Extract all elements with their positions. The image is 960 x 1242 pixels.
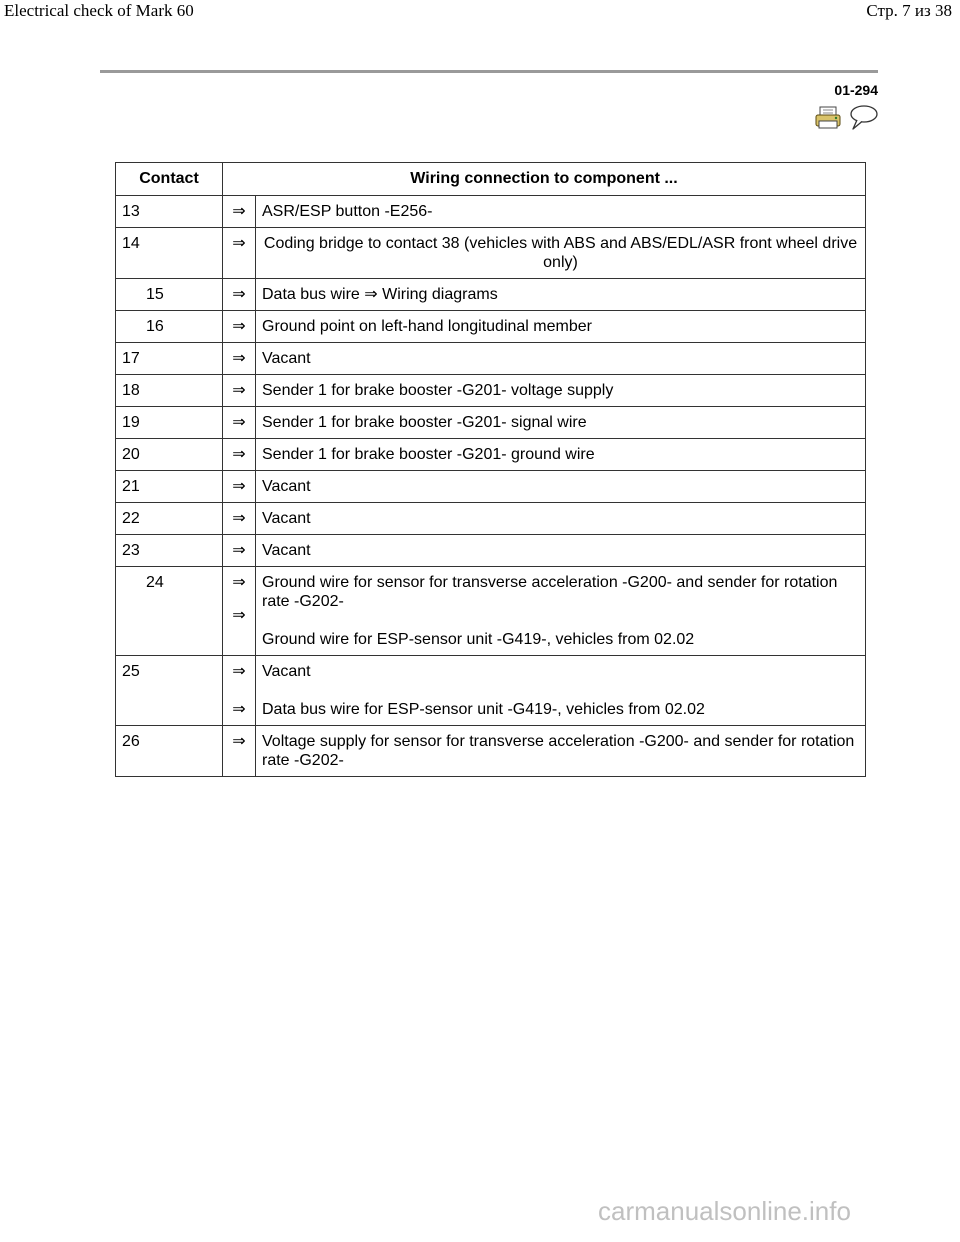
speech-bubble-icon[interactable]: [847, 103, 879, 131]
contact-number: 20: [116, 439, 223, 471]
connection-text: ASR/ESP button -E256-: [256, 196, 866, 228]
connection-text: Ground wire for sensor for transverse acceleration -G200- and sender for rotation rate -G202-: [262, 574, 838, 610]
arrow-cell: [223, 567, 256, 656]
header-divider: [100, 70, 878, 73]
table-row: [116, 503, 866, 535]
connection-text: Vacant: [256, 471, 866, 503]
browser-header: [0, 0, 960, 22]
contact-number: 25: [116, 656, 223, 726]
arrow-icon: ⇒: [223, 535, 256, 567]
arrow-icon: ⇒: [223, 228, 256, 279]
connection-text-cell: [256, 567, 866, 656]
table-row: [116, 343, 866, 375]
connection-text: Vacant: [256, 503, 866, 535]
table-row: [116, 656, 866, 726]
document-code: 01-294: [834, 82, 878, 98]
connection-text: Ground point on left-hand longitudinal member: [256, 311, 866, 343]
arrow-icon: ⇒: [232, 701, 246, 718]
contact-number: 19: [116, 407, 223, 439]
connection-text: Data bus wire for ESP-sensor unit -G419-, vehicles from 02.02: [262, 701, 705, 718]
table-row: [116, 311, 866, 343]
table-row: [116, 567, 866, 656]
connection-text: Sender 1 for brake booster -G201- ground wire: [256, 439, 866, 471]
connection-text: Coding bridge to contact 38 (vehicles with ABS and ABS/EDL/ASR front wheel drive only): [256, 228, 866, 279]
contact-number: 24: [116, 567, 223, 656]
arrow-icon: ⇒: [232, 663, 246, 680]
contact-number: 21: [116, 471, 223, 503]
page-indicator: Стр. 7 из 38: [866, 1, 952, 20]
table-row: [116, 535, 866, 567]
connection-text: Ground wire for ESP-sensor unit -G419-, vehicles from 02.02: [262, 631, 695, 648]
connection-text: Sender 1 for brake booster -G201- signal wire: [256, 407, 866, 439]
contact-number: 13: [116, 196, 223, 228]
arrow-icon: ⇒: [232, 574, 246, 591]
arrow-icon: ⇒: [223, 503, 256, 535]
connection-text: Vacant: [262, 663, 311, 680]
arrow-icon: ⇒: [223, 439, 256, 471]
table-row: [116, 228, 866, 279]
arrow-icon: ⇒: [223, 726, 256, 777]
contact-number: 18: [116, 375, 223, 407]
connection-text-cell: [256, 656, 866, 726]
table-row: [116, 407, 866, 439]
table-header-row: [116, 163, 866, 196]
connection-text: Voltage supply for sensor for transverse acceleration -G200- and sender for rotation rate -G202-: [256, 726, 866, 777]
arrow-icon: ⇒: [232, 607, 246, 624]
table-row: [116, 196, 866, 228]
contact-number: 17: [116, 343, 223, 375]
arrow-icon: ⇒: [223, 375, 256, 407]
table-row: [116, 375, 866, 407]
contact-number: 14: [116, 228, 223, 279]
arrow-cell: [223, 656, 256, 726]
arrow-icon: ⇒: [223, 311, 256, 343]
arrow-icon: ⇒: [223, 407, 256, 439]
document-title: Electrical check of Mark 60: [4, 1, 194, 20]
arrow-icon: ⇒: [223, 471, 256, 503]
contact-number: 16: [116, 311, 223, 343]
table-row: [116, 279, 866, 311]
contact-number: 23: [116, 535, 223, 567]
arrow-icon: ⇒: [223, 196, 256, 228]
table-row: [116, 471, 866, 503]
connection-text: Sender 1 for brake booster -G201- voltage supply: [256, 375, 866, 407]
watermark: carmanualsonline.info: [598, 1196, 851, 1226]
header-contact: Contact: [116, 163, 223, 196]
connection-text: Vacant: [256, 343, 866, 375]
contact-number: 22: [116, 503, 223, 535]
arrow-icon: ⇒: [223, 343, 256, 375]
connection-text: Data bus wire ⇒ Wiring diagrams: [256, 279, 866, 311]
contact-number: 15: [116, 279, 223, 311]
arrow-icon: ⇒: [223, 279, 256, 311]
table-row: [116, 726, 866, 777]
printer-icon[interactable]: [815, 106, 841, 130]
table-row: [116, 439, 866, 471]
connection-text: Vacant: [256, 535, 866, 567]
contact-number: 26: [116, 726, 223, 777]
header-wiring-connection: Wiring connection to component ...: [223, 163, 866, 196]
wiring-table: [115, 162, 866, 777]
